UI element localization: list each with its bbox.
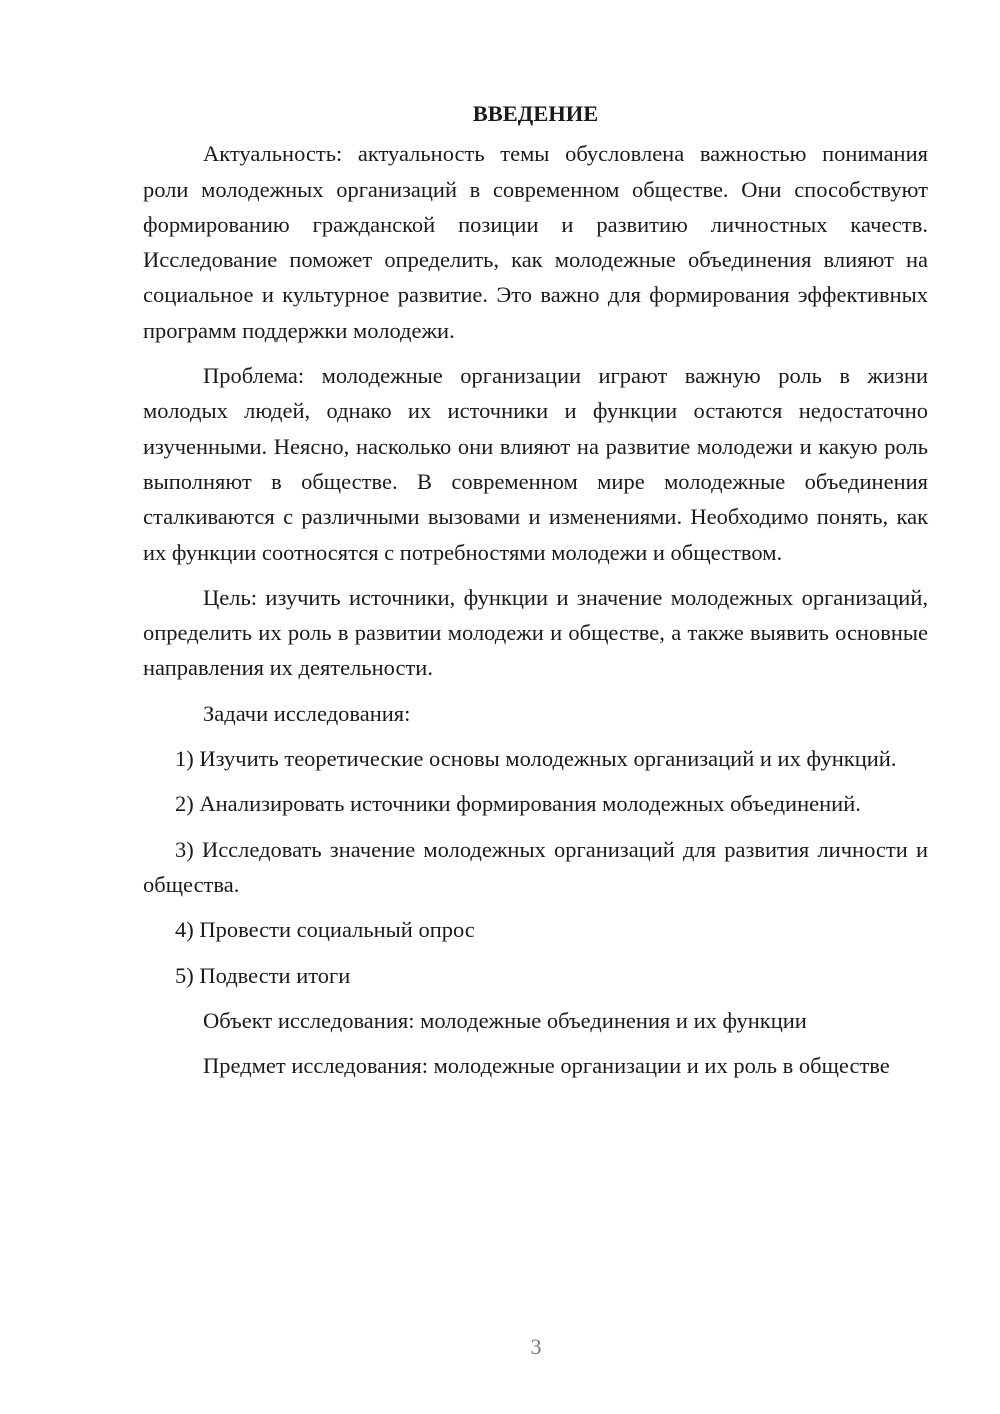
- task-item: 4) Провести социальный опрос: [175, 917, 475, 943]
- paragraph-tasks-heading: Задачи исследования:: [203, 700, 411, 726]
- paragraph-goal: Цель: изучить источники, функции и значение молодежных организаций, определить их роль в развитии молодежи и обществе, а также выявить основные направления их деятельности.: [143, 584, 928, 681]
- page-content: [143, 96, 928, 1093]
- paragraph-relevance: Актуальность: актуальность темы обусловлена важностью понимания роли молодежных организаций в современном обществе. Они способствуют формированию гражданской позиции и развитию личностных качеств. Исследование поможет определить, как молодежные объединения влияют на социальное и культурное развитие. Это важно для формирования эффективных программ поддержки молодежи.: [143, 141, 928, 343]
- page-number: 3: [530, 1334, 542, 1359]
- task-item: 3) Исследовать значение молодежных организаций для развития личности и общества.: [143, 836, 928, 897]
- section-title: ВВЕДЕНИЕ: [472, 101, 599, 126]
- paragraph-subject: Предмет исследования: молодежные организации и их роль в обществе: [203, 1053, 890, 1079]
- task-item: 2) Анализировать источники формирования молодежных объединений.: [175, 791, 861, 817]
- task-item: 5) Подвести итоги: [175, 962, 351, 988]
- task-item: 1) Изучить теоретические основы молодежных организаций и их функций.: [175, 746, 897, 772]
- paragraph-object: Объект исследования: молодежные объединения и их функции: [203, 1007, 807, 1033]
- paragraph-problem: Проблема: молодежные организации играют важную роль в жизни молодых людей, однако их источники и функции остаются недостаточно изученными. Неясно, насколько они влияют на развитие молодежи и какую роль выполняют в обществе. В современном мире молодежные объединения сталкиваются с различными вызовами и изменениями. Необходимо понять, как их функции соотносятся с потребностями молодежи и обществом.: [143, 363, 928, 565]
